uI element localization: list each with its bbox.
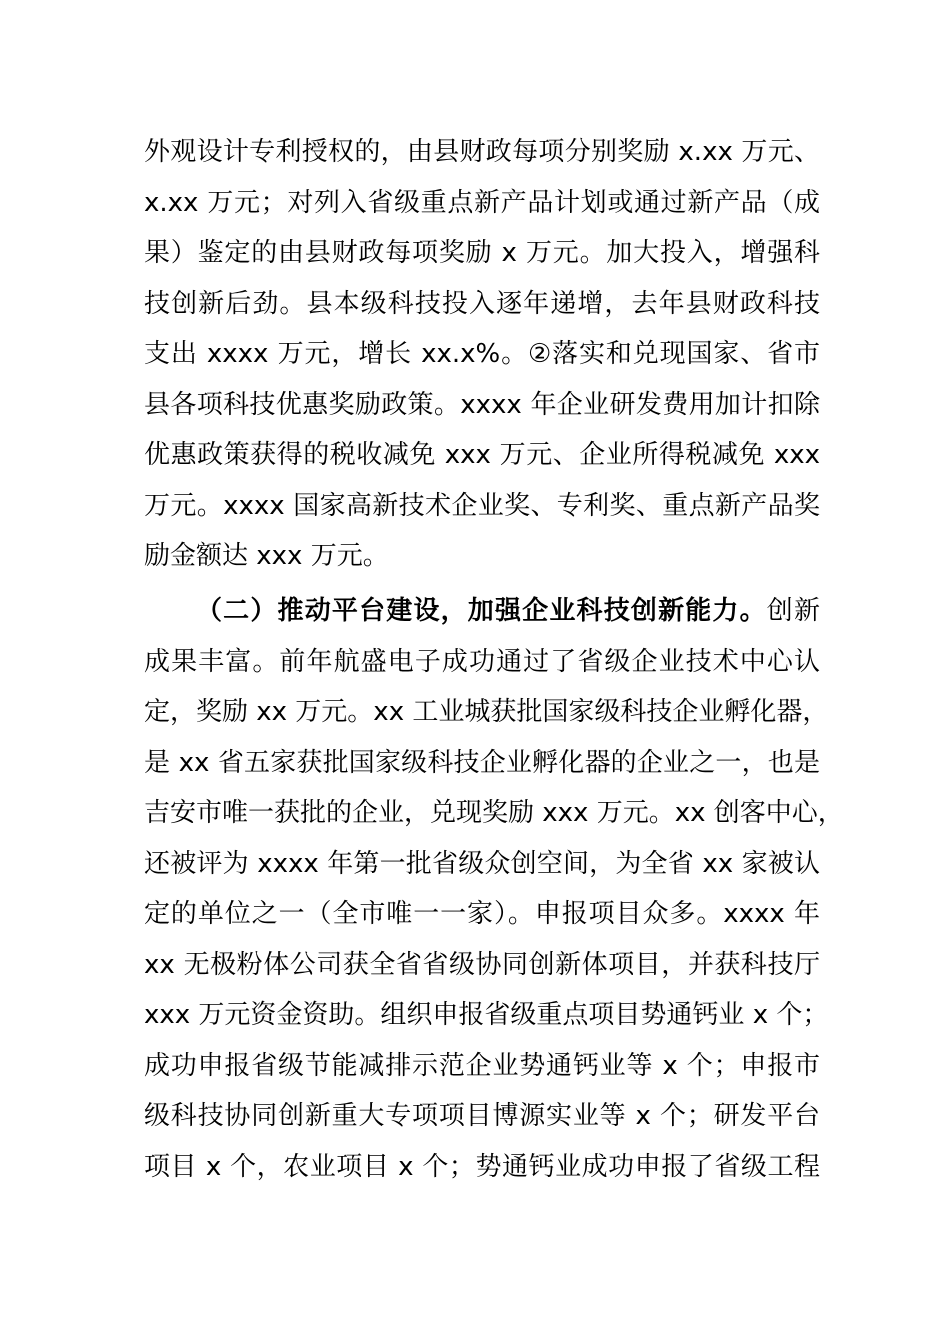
text-line: xxx 万元资金资助。组织申报省级重点项目势通钙业 x 个； — [144, 1000, 829, 1030]
text-line: 定的单位之一（全市唯一一家）。申报项目众多。xxxx 年 — [144, 899, 820, 929]
text-line: 县各项科技优惠奖励政策。xxxx 年企业研发费用加计扣除 — [144, 389, 820, 420]
text-line: 技创新后劲。县本级科技投入逐年递增，去年县财政科技 — [144, 288, 820, 319]
text-line: 万元。xxxx 国家高新技术企业奖、专利奖、重点新产品奖 — [144, 490, 820, 521]
text-line: 外观设计专利授权的，由县财政每项分别奖励 x.xx 万元、 — [144, 137, 820, 167]
text-line: 支出 xxxx 万元，增长 xx.x%。②落实和兑现国家、省市 — [144, 339, 820, 369]
section-heading-line — [144, 586, 820, 637]
text-line: 励金额达 xxx 万元。 — [144, 541, 389, 571]
text-line: 成果丰富。前年航盛电子成功通过了省级企业技术中心认 — [144, 646, 820, 677]
text-line: 优惠政策获得的税收减免 xxx 万元、企业所得税减免 xxx — [144, 440, 820, 470]
text-line: 项目 x 个，农业项目 x 个；势通钙业成功申报了省级工程 — [144, 1151, 820, 1182]
text-line: 果）鉴定的由县财政每项奖励 x 万元。加大投入，增强科 — [144, 238, 820, 268]
paragraph-1 — [144, 127, 820, 582]
text-line: 定，奖励 xx 万元。xx 工业城获批国家级科技企业孵化器， — [144, 697, 829, 727]
section-heading: （二）推动平台建设，加强企业科技创新能力。 — [196, 596, 767, 626]
text-line: 吉安市唯一获批的企业，兑现奖励 xxx 万元。xx 创客中心， — [144, 798, 844, 828]
text-line: 级科技协同创新重大专项项目博源实业等 x 个；研发平台 — [144, 1101, 820, 1131]
text-line: xx 无极粉体公司获全省省级协同创新体项目，并获科技厅 — [144, 949, 820, 980]
text-line: x.xx 万元；对列入省级重点新产品计划或通过新产品（成 — [144, 187, 820, 218]
paragraph-2 — [144, 586, 844, 1192]
text-fragment: 创新 — [766, 596, 820, 626]
text-line: 是 xx 省五家获批国家级科技企业孵化器的企业之一，也是 — [144, 747, 820, 778]
text-line: 成功申报省级节能减排示范企业势通钙业等 x 个；申报市 — [144, 1050, 820, 1081]
text-line: 还被评为 xxxx 年第一批省级众创空间，为全省 xx 家被认 — [144, 848, 820, 879]
